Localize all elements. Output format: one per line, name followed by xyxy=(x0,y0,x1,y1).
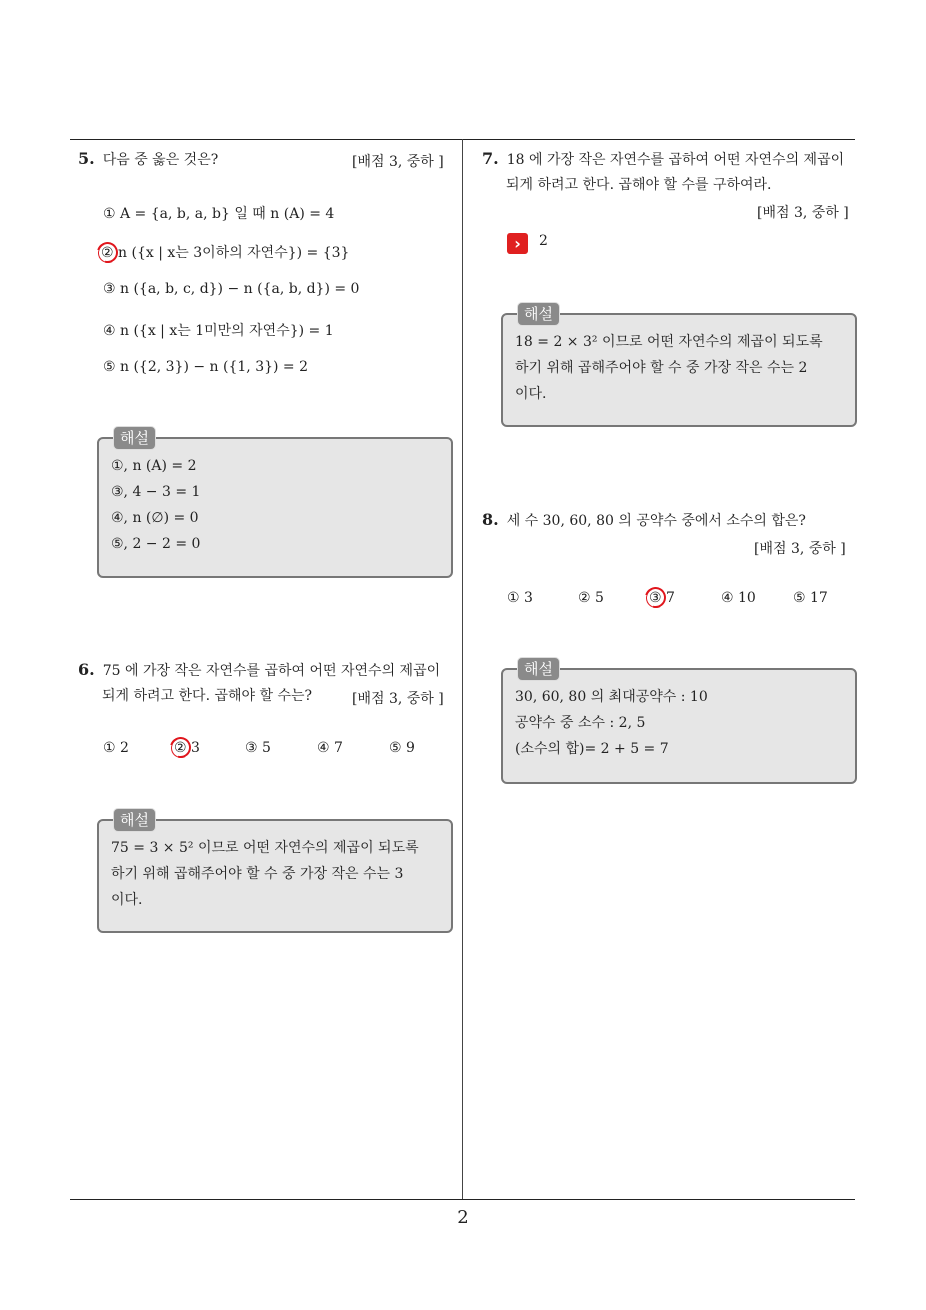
question-6-stem-line2: 되게 하려고 한다. 곱해야 할 수는? xyxy=(102,688,313,704)
solution-line: 하기 위해 곱해주어야 할 수 중 가장 작은 수는 2 xyxy=(515,360,808,376)
choice-5[interactable]: ⑤ 9 xyxy=(389,740,415,756)
choice-4[interactable]: ④ 10 xyxy=(721,590,756,606)
solution-box xyxy=(501,305,857,427)
solution-tag: 해설 xyxy=(113,808,156,832)
points-label: [배점 3, 중하 ] xyxy=(757,205,849,221)
question-6-stem xyxy=(78,657,440,684)
chevron-right-icon: › xyxy=(507,233,528,254)
solution-tag: 해설 xyxy=(517,302,560,326)
answer-circle-mark: ② xyxy=(174,740,187,756)
solution-line: 이다. xyxy=(515,386,547,402)
question-5-stem xyxy=(78,146,218,173)
question-7-stem-line2: 되게 하려고 한다. 곱해야 할 수를 구하여라. xyxy=(506,177,772,193)
option-3[interactable]: ③ n ({a, b, c, d}) − n ({a, b, d}) = 0 xyxy=(103,281,360,297)
solution-tag: 해설 xyxy=(113,426,156,450)
answer-circle-mark: ③ xyxy=(649,590,662,606)
option-5[interactable]: ⑤ n ({2, 3}) − n ({1, 3}) = 2 xyxy=(103,359,309,375)
solution-line: 30, 60, 80 의 최대공약수 : 10 xyxy=(515,689,708,705)
solution-line: ④, n (∅) = 0 xyxy=(111,510,199,526)
points-label: [배점 3, 중하 ] xyxy=(754,541,846,557)
option-2[interactable] xyxy=(101,242,349,262)
solution-line: 75 = 3 × 5² 이므로 어떤 자연수의 제곱이 되도록 xyxy=(111,840,419,856)
question-text: 세 수 30, 60, 80 의 공약수 중에서 소수의 합은? xyxy=(506,513,806,529)
solution-line: 공약수 중 소수 : 2, 5 xyxy=(515,715,646,731)
question-number: 5. xyxy=(78,149,95,168)
solution-tag: 해설 xyxy=(517,657,560,681)
solution-line: 18 = 2 × 3² 이므로 어떤 자연수의 제곱이 되도록 xyxy=(515,334,823,350)
option-1[interactable]: ① A = {a, b, a, b} 일 때 n (A) = 4 xyxy=(103,206,335,222)
answer-value: 2 xyxy=(539,233,548,249)
points-label: [배점 3, 중하 ] xyxy=(352,691,444,707)
choice-4[interactable]: ④ 7 xyxy=(317,740,343,756)
question-text: 18 에 가장 작은 자연수를 곱하여 어떤 자연수의 제곱이 xyxy=(506,152,845,168)
question-7-stem xyxy=(482,146,844,173)
option-2-text: n ({x | x는 3이하의 자연수}) = {3} xyxy=(118,245,350,261)
solution-box xyxy=(501,660,857,784)
points-label: [배점 3, 중하 ] xyxy=(352,154,444,170)
solution-line: (소수의 합)= 2 + 5 = 7 xyxy=(515,741,669,757)
solution-line: 이다. xyxy=(111,892,143,908)
column-divider xyxy=(462,139,463,1200)
answer-circle-mark: ② xyxy=(101,245,114,261)
choice-1[interactable]: ① 3 xyxy=(507,590,533,606)
page-number: 2 xyxy=(457,1207,469,1228)
choice-2[interactable]: ② 3 xyxy=(174,740,200,756)
solution-line: ③, 4 − 3 = 1 xyxy=(111,484,201,500)
question-number: 6. xyxy=(78,660,95,679)
solution-box xyxy=(97,429,453,578)
solution-box xyxy=(97,811,453,933)
question-number: 8. xyxy=(482,510,499,529)
choice-3[interactable]: ③ 5 xyxy=(245,740,271,756)
question-text: 75 에 가장 작은 자연수를 곱하여 어떤 자연수의 제곱이 xyxy=(102,663,441,679)
question-text: 다음 중 옳은 것은? xyxy=(102,152,219,168)
solution-line: 하기 위해 곱해주어야 할 수 중 가장 작은 수는 3 xyxy=(111,866,404,882)
bottom-rule xyxy=(70,1199,855,1200)
solution-line: ⑤, 2 − 2 = 0 xyxy=(111,536,201,552)
question-8-stem xyxy=(482,507,806,534)
choice-2[interactable]: ② 5 xyxy=(578,590,604,606)
option-4[interactable]: ④ n ({x | x는 1미만의 자연수}) = 1 xyxy=(103,323,334,339)
choice-3[interactable]: ③ 7 xyxy=(649,590,675,606)
solution-line: ①, n (A) = 2 xyxy=(111,458,197,474)
question-number: 7. xyxy=(482,149,499,168)
choice-5[interactable]: ⑤ 17 xyxy=(793,590,828,606)
choice-1[interactable]: ① 2 xyxy=(103,740,129,756)
